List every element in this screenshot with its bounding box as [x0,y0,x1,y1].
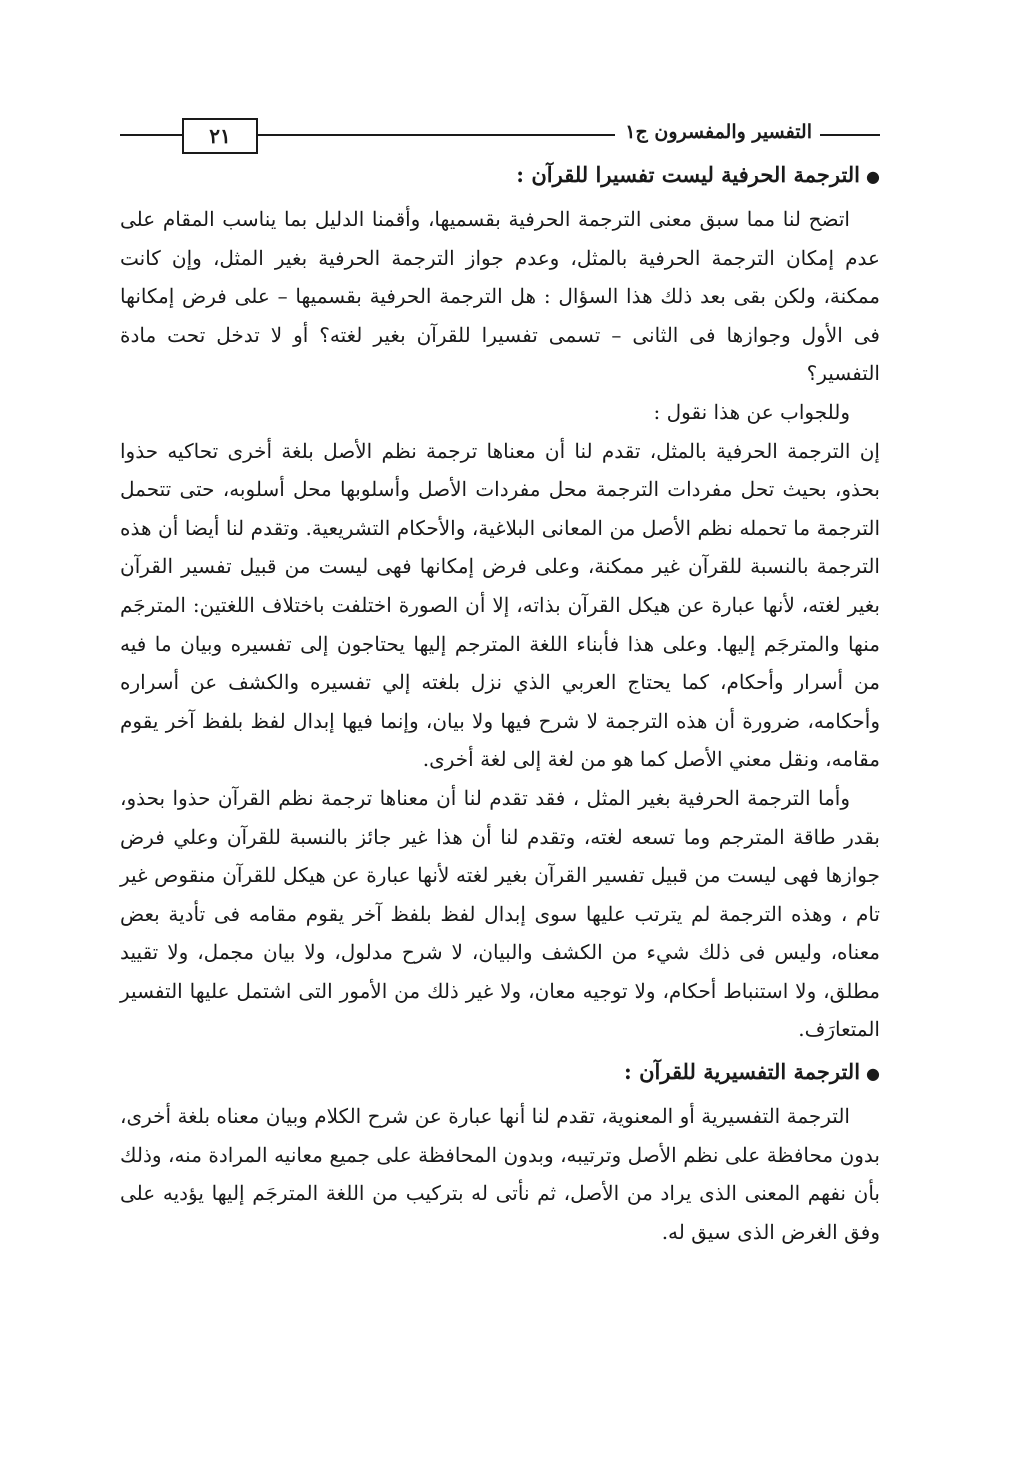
paragraph: وأما الترجمة الحرفية بغير المثل ، فقد تقدم لنا أن معناها ترجمة نظم القرآن حذوا بحذو، بقدر طاقة المترجم وما تسعه لغته، وتقدم لنا أن هذا غير جائز بالنسبة للقرآن وعلي فرض جوازها فهى ليست من قبيل تفسير القرآن بغير لغته لأنها عبارة عن هيكل للقرآن منقوص غير تام ، وهذه الترجمة لم يترتب عليها سوى إبدال لفظ بلفظ آخر يقوم مقامه فى تأدية بعض معناه، وليس فى ذلك شيء من الكشف والبيان، لا شرح مدلول، ولا بيان مجمل، ولا تقييد مطلق، ولا استنباط أحكام، ولا توجيه معان، ولا غير ذلك من الأمور التى اشتمل عليها التفسير المتعارَف. [120,785,880,1042]
paragraph: إن الترجمة الحرفية بالمثل، تقدم لنا أن معناها ترجمة نظم الأصل بلغة أخرى تحاكيه حذوا بحذو، بحيث تحل مفردات الترجمة محل مفردات الأصل وأسلوبها محل أسلوبه، حتى تتحمل الترجمة ما تحمله نظم الأصل من المعانى البلاغية، والأحكام التشريعية. وتقدم لنا أيضا أن هذه الترجمة بالنسبة للقرآن غير ممكنة، وعلى فرض إمكانها فهى ليست من قبيل تفسير القرآن بغير لغته، لأنها عبارة عن هيكل القرآن بذاته، إلا أن الصورة اختلفت باختلاف اللغتين: المترجَم منها والمترجَم إليها. وعلى هذا فأبناء اللغة المترجم إليها يحتاجون إلى تفسيره وبيان ما فيه من أسرار وأحكام، كما يحتاج العربي الذي نزل بلغته إلي تفسيره والكشف عن أسراره وأحكامه، ضرورة أن هذه الترجمة لا شرح فيها ولا بيان، وإنما فيها إبدال لفظ بلفظ آخر يقوم مقامه، ونقل معني الأصل كما هو من لغة إلى لغة أخرى. [120,438,880,772]
section-heading-interpretive-translation [120,1055,880,1091]
bullet-icon: ● [866,1064,880,1084]
header-title: التفسير والمفسرون ج١ [615,121,820,143]
paragraph: الترجمة التفسيرية أو المعنوية، تقدم لنا أنها عبارة عن شرح الكلام وبيان معناه بلغة أخرى، بدون محافظة على نظم الأصل وترتيبه، وبدون المحافظة على جميع معانيه المرادة منه، وذلك بأن نفهم المعنى الذى يراد من الأصل، ثم نأتى له بتركيب من اللغة المترجَم إليها يؤديه على وفق الغرض الذى سيق له. [120,1104,880,1244]
heading-text: الترجمة الحرفية ليست تفسيرا للقرآن : [516,162,861,187]
page-number-box: ٢١ [182,118,258,154]
section-heading-literal-translation [120,158,880,194]
running-header [120,112,880,152]
paragraph: اتضح لنا مما سبق معنى الترجمة الحرفية بقسميها، وأقمنا الدليل بما يناسب المقام على عدم إمكان الترجمة الحرفية بالمثل، وعدم جواز الترجمة الحرفية بغير المثل، وإن كانت ممكنة، ولكن بقى بعد ذلك هذا السؤال : هل الترجمة الحرفية بقسميها – على فرض إمكانها فى الأول وجوازها فى الثانى – تسمى تفسيرا للقرآن بغير لغته؟ أو لا تدخل تحت مادة التفسير؟ [120,207,880,386]
paragraph: وللجواب عن هذا نقول : [653,399,850,424]
bullet-icon: ● [866,167,880,186]
heading-text: الترجمة التفسيرية للقرآن : [624,1059,861,1085]
book-page [120,112,880,1251]
